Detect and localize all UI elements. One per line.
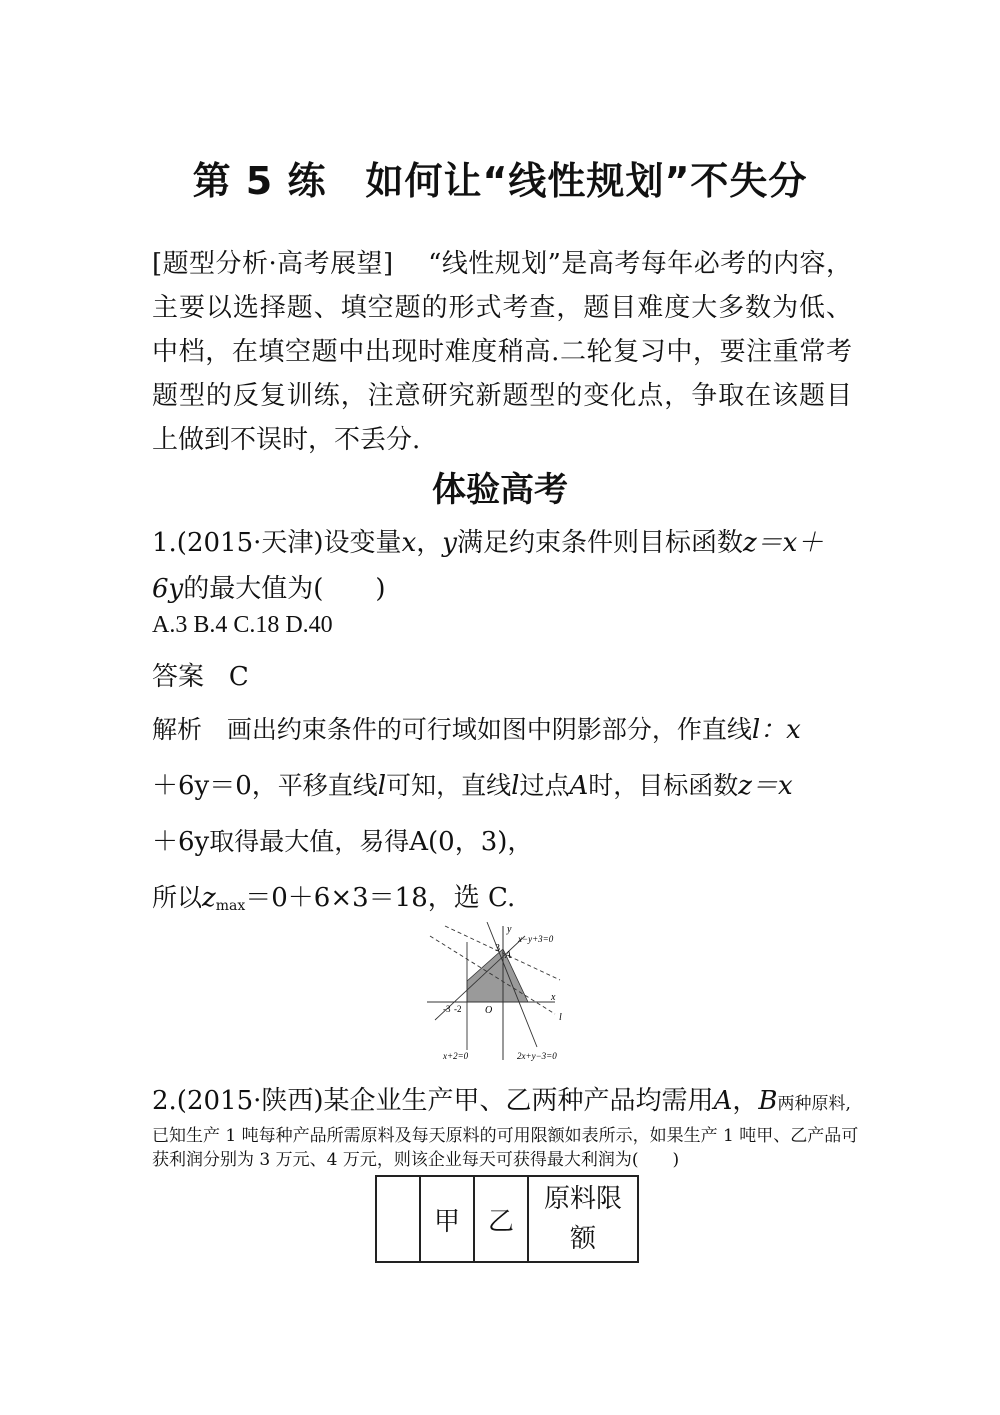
analysis-1: 画出约束条件的可行域如图中阴影部分，作直线 (226, 715, 752, 744)
q1-var-y: y (442, 528, 457, 558)
intro-text: “线性规划”是高考每年必考的内容，主要以选择题、填空题的形式考查，题目难度大多数为低、中档，在填空题中出现时难度稍高.二轮复习中，要注重常考题型的反复训练，注意研究新题型的变化点，争取在该题目上做到不误时，不丢分. (152, 249, 852, 455)
label-3: 3 (495, 943, 500, 954)
analysis-line-3 (152, 814, 852, 870)
analysis-4-z: z (202, 883, 216, 913)
analysis-2-z: z＝x (738, 771, 793, 801)
label-line1: x−y+3=0 (518, 934, 554, 944)
analysis-2-l: l (377, 771, 387, 801)
analysis-2-e: 时，目标函数 (588, 771, 739, 800)
materials-table (375, 1175, 639, 1263)
q1-options: A.3 B.4 C.18 D.40 (152, 612, 333, 638)
table-header-limit: 原料限额 (528, 1176, 638, 1262)
label-y: y (507, 924, 512, 935)
intro-label: [题型分析·高考展望] (152, 249, 394, 279)
analysis-4-b: ＝0＋6×3＝18， (245, 883, 454, 913)
label-A: A (505, 950, 512, 961)
analysis-2-b: 平移直线 (277, 771, 378, 800)
q1-sep: ， (416, 528, 443, 558)
q2-small: 两种原料, (777, 1094, 851, 1114)
answer-label: 答案 (152, 662, 205, 692)
analysis-line-1 (152, 702, 852, 758)
analysis-3-b: 取得最大值，易得 (209, 827, 410, 856)
analysis-label: 解析 (152, 715, 203, 744)
analysis-line-2 (152, 758, 852, 814)
q1-stem-b: 满足约束条件则目标函数 (456, 528, 743, 558)
q1-line2-b: 的最大值为( ) (183, 574, 386, 604)
feasible-region-figure (425, 922, 595, 1062)
label-minus-2: -2 (454, 1004, 462, 1014)
analysis-3-c: A(0，3)， (409, 827, 534, 857)
q2-B: B (758, 1086, 778, 1116)
analysis-2-d: 过点 (519, 771, 570, 800)
analysis-2-l2: l (511, 771, 520, 801)
analysis-2-a: ＋6y＝0， (152, 771, 278, 801)
answer-value: C (228, 662, 249, 692)
label-origin: O (485, 1005, 493, 1016)
table-header-jia: 甲 (420, 1176, 474, 1262)
q2-rest: 已知生产 1 吨每种产品所需原料及每天原料的可用限额如表所示，如果生产 1 吨甲、乙产品可获利润分别为 3 万元、4 万元，则该企业每天可获得最大利润为( ) (152, 1126, 859, 1170)
question-1 (152, 520, 852, 612)
q1-analysis (152, 702, 852, 934)
analysis-3-a: ＋6y (152, 827, 210, 857)
analysis-1-l: l (751, 715, 761, 745)
label-x: x (551, 992, 556, 1003)
analysis-2-A: A (569, 771, 589, 801)
q1-stem-a: )设变量 (313, 528, 402, 558)
analysis-4-c: 选 C. (453, 883, 516, 913)
analysis-4-a: 所以 (152, 883, 203, 912)
q2-sep: ， (732, 1086, 759, 1116)
question-2 (152, 1080, 872, 1117)
q1-line-1 (152, 520, 852, 566)
label-line3: 2x+y−3=0 (517, 1051, 557, 1061)
q2-A: A (713, 1086, 733, 1116)
q1-prefix: 1.(2015· (152, 528, 262, 558)
q1-z-eq: z＝x＋ (742, 528, 824, 558)
table-header-yi: 乙 (474, 1176, 528, 1262)
analysis-2-c: 可知，直线 (386, 771, 512, 800)
intro-paragraph (152, 242, 852, 462)
q2-prefix: 2.(2015· (152, 1086, 262, 1116)
q1-line2-a: 6y (152, 574, 184, 604)
analysis-1-end: ：x (760, 715, 801, 745)
page-title: 第 5 练 如何让“线性规划”不失分 (192, 159, 808, 203)
label-line2: x+2=0 (443, 1051, 469, 1061)
q2-source: 陕西 (261, 1086, 314, 1116)
label-minus-3: -3 (443, 1004, 451, 1014)
analysis-4-sub: max (215, 898, 246, 914)
q1-source: 天津 (261, 528, 314, 558)
q1-line-2 (152, 566, 852, 612)
q1-var-x: x (401, 528, 417, 558)
table-cell-empty (376, 1176, 420, 1262)
q1-answer (152, 656, 249, 693)
label-l: l (559, 1012, 562, 1023)
table-header-row (376, 1176, 638, 1262)
section-title: 体验高考 (432, 470, 568, 510)
shaded-region (467, 949, 528, 1002)
q2-stem: )某企业生产甲、乙两种产品均需用 (313, 1086, 714, 1116)
